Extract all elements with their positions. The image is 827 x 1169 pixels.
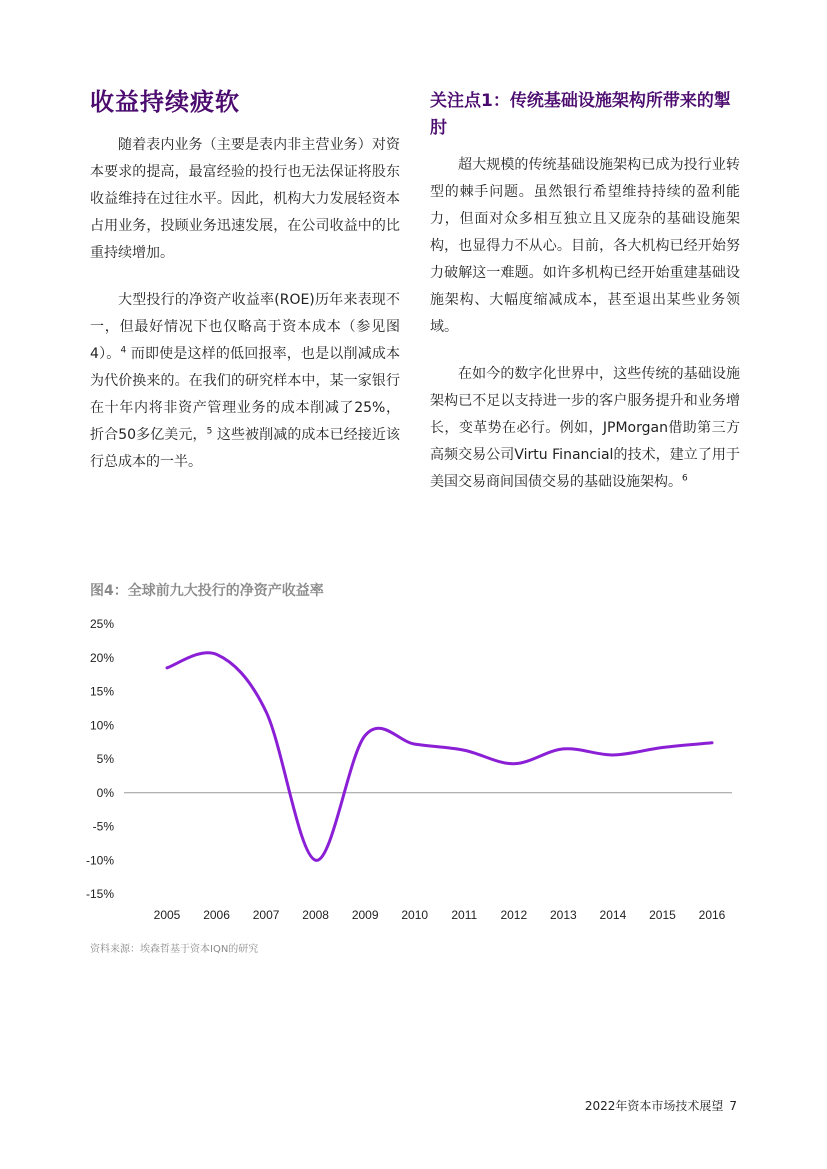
footnote-ref: 6 xyxy=(682,473,688,484)
paragraph-text: 而即使是这样的低回报率，也是以削减成本为代价换来的。在我们的研究样本中，某一家银行在十年内将非资产管理业务的成本削减了25%，折合50多亿美元， xyxy=(90,346,400,443)
y-tick-label: -15% xyxy=(85,887,114,901)
footnote-ref: 5 xyxy=(206,426,213,437)
y-tick-label: -10% xyxy=(85,853,114,868)
paragraph-text: 大型投行的净资产收益率(ROE)历年来表现不一，但最好情况下也仅略高于资本成本（参见图4）。 xyxy=(90,292,400,362)
section-heading: 收益持续疲软 xyxy=(90,88,240,116)
roe-line-chart xyxy=(80,610,750,930)
subsection-heading: 关注点1：传统基础设施架构所带来的掣肘 xyxy=(430,91,731,138)
x-tick-label: 2016 xyxy=(698,908,726,922)
x-tick-label: 2008 xyxy=(302,908,329,922)
y-tick-label: 0% xyxy=(96,785,114,800)
x-tick-label: 2009 xyxy=(351,908,379,922)
figure-title: 图4：全球前九大投行的净资产收益率 xyxy=(90,583,324,599)
y-tick-label: 20% xyxy=(89,650,114,665)
y-tick-label: 25% xyxy=(89,617,114,631)
footnote-ref: 4 xyxy=(120,345,127,356)
paragraph-text: 在如今的数字化世界中，这些传统的基础设施架构已不足以支持进一步的客户服务提升和业务增长，变革势在必行。例如，JPMorgan借助第三方高频交易公司Virtu Financial的技术，建立了用于美国交易商间国债交易的基础设施架构。 xyxy=(430,366,740,490)
x-tick-label: 2005 xyxy=(153,908,181,922)
paragraph-text: 这些被削减的成本已经接近该行总成本的一半。 xyxy=(90,427,400,470)
footer-title: 2022年资本市场技术展望 xyxy=(584,1099,724,1113)
x-tick-label: 2007 xyxy=(252,908,280,922)
figure-source: 资料来源：埃森哲基于资本IQN的研究 xyxy=(90,944,259,955)
page-footer xyxy=(579,1097,737,1114)
paragraph xyxy=(430,361,740,496)
x-tick-label: 2012 xyxy=(500,908,528,922)
x-tick-label: 2006 xyxy=(203,908,230,922)
x-tick-label: 2011 xyxy=(451,908,478,922)
paragraph: 超大规模的传统基础设施架构已成为投行业转型的棘手问题。虽然银行希望维持持续的盈利能力，但面对众多相互独立且又庞杂的基础设施架构，也显得力不从心。目前，各大机构已经开始努力破解这一难题。如许多机构已经开始重建基础设施架构、大幅度缩减成本，甚至退出某些业务领域。 xyxy=(430,157,740,335)
page-number: 7 xyxy=(729,1099,737,1113)
y-tick-label: -5% xyxy=(92,819,114,834)
x-tick-label: 2013 xyxy=(550,908,577,922)
x-tick-label: 2010 xyxy=(401,908,429,922)
left-column xyxy=(90,86,400,496)
y-tick-label: 5% xyxy=(96,752,114,766)
y-tick-label: 10% xyxy=(89,718,114,733)
x-tick-label: 2015 xyxy=(649,908,676,922)
series-line-roe xyxy=(167,653,712,861)
paragraph xyxy=(90,287,400,476)
right-column xyxy=(430,86,740,516)
y-tick-label: 15% xyxy=(89,684,114,699)
paragraph: 随着表内业务（主要是表内非主营业务）对资本要求的提高，最富经验的投行也无法保证将股东收益维持在过往水平。因此，机构大力发展轻资本占用业务，投顾业务迅速发展，在公司收益中的比重持续增加。 xyxy=(90,137,400,261)
x-tick-label: 2014 xyxy=(599,908,627,922)
